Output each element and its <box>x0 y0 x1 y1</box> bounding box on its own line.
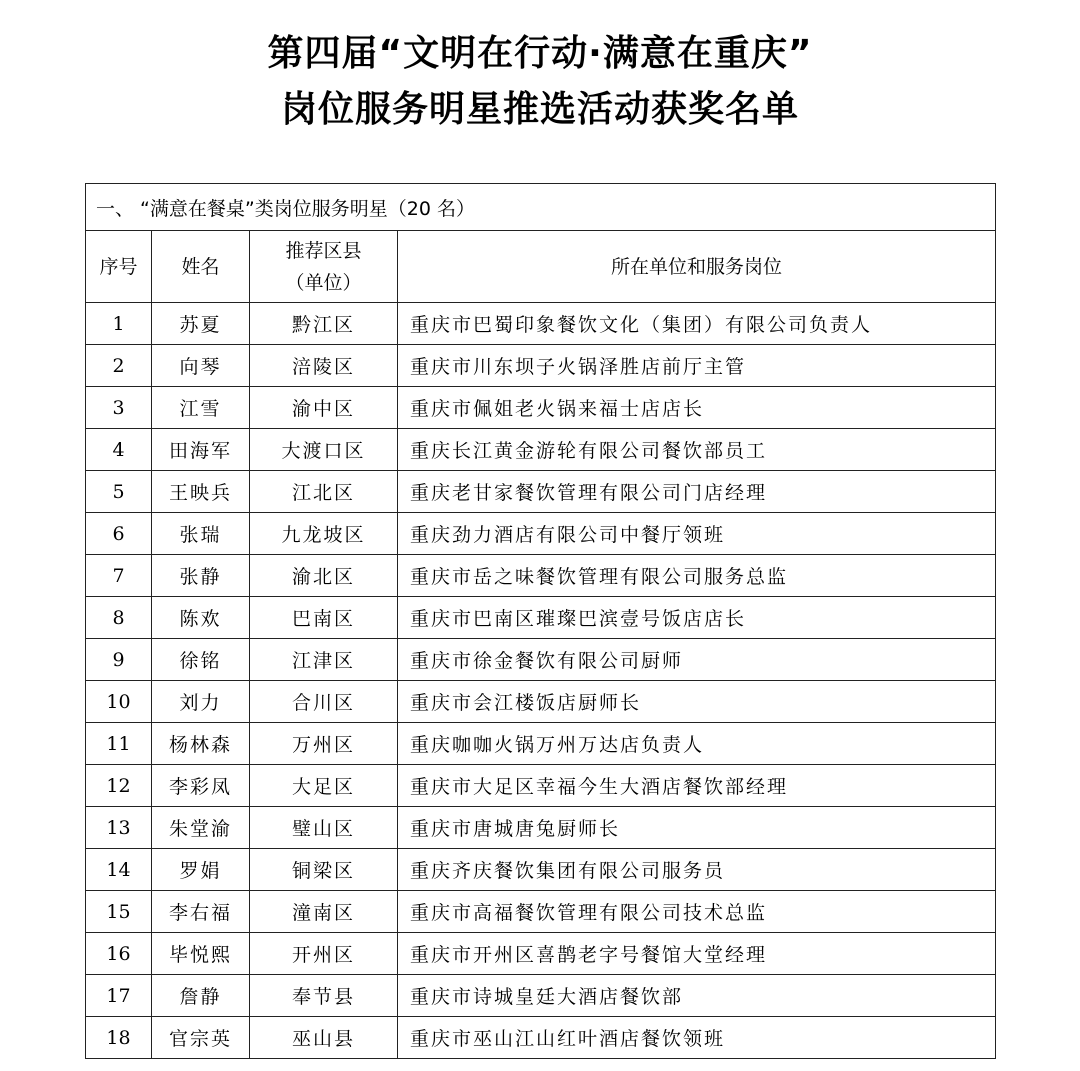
cell-no: 3 <box>86 387 152 429</box>
cell-district: 九龙坡区 <box>250 513 398 555</box>
cell-no: 11 <box>86 723 152 765</box>
cell-no: 2 <box>86 345 152 387</box>
cell-name: 杨林森 <box>152 723 250 765</box>
cell-district: 江津区 <box>250 639 398 681</box>
cell-name: 陈欢 <box>152 597 250 639</box>
cell-no: 17 <box>86 975 152 1017</box>
cell-name: 向琴 <box>152 345 250 387</box>
cell-unit: 重庆齐庆餐饮集团有限公司服务员 <box>398 849 996 891</box>
cell-no: 4 <box>86 429 152 471</box>
cell-unit: 重庆长江黄金游轮有限公司餐饮部员工 <box>398 429 996 471</box>
cell-name: 刘力 <box>152 681 250 723</box>
cell-no: 15 <box>86 891 152 933</box>
document-title-line-1: 第四届“文明在行动·满意在重庆” <box>267 33 813 74</box>
award-table <box>85 183 996 1059</box>
cell-district: 大渡口区 <box>250 429 398 471</box>
cell-unit: 重庆市大足区幸福今生大酒店餐饮部经理 <box>398 765 996 807</box>
table-row <box>86 639 996 681</box>
table-row <box>86 1017 996 1059</box>
cell-no: 1 <box>86 303 152 345</box>
cell-unit: 重庆市开州区喜鹊老字号餐馆大堂经理 <box>398 933 996 975</box>
cell-unit: 重庆市唐城唐兔厨师长 <box>398 807 996 849</box>
cell-unit: 重庆市巫山江山红叶酒店餐饮领班 <box>398 1017 996 1059</box>
cell-no: 6 <box>86 513 152 555</box>
section-heading: 一、 “满意在餐桌”类岗位服务明星（20 名） <box>86 184 996 231</box>
cell-unit: 重庆市高福餐饮管理有限公司技术总监 <box>398 891 996 933</box>
cell-district: 潼南区 <box>250 891 398 933</box>
table-row <box>86 597 996 639</box>
header-unit: 所在单位和服务岗位 <box>398 231 996 303</box>
cell-district: 大足区 <box>250 765 398 807</box>
table-row <box>86 975 996 1017</box>
table-row <box>86 471 996 513</box>
cell-unit: 重庆咖咖火锅万州万达店负责人 <box>398 723 996 765</box>
table-header-row <box>86 231 996 303</box>
table-row <box>86 345 996 387</box>
cell-unit: 重庆市巴南区璀璨巴滨壹号饭店店长 <box>398 597 996 639</box>
cell-no: 12 <box>86 765 152 807</box>
cell-name: 张瑞 <box>152 513 250 555</box>
cell-district: 江北区 <box>250 471 398 513</box>
cell-district: 铜梁区 <box>250 849 398 891</box>
table-row <box>86 807 996 849</box>
header-name: 姓名 <box>152 231 250 303</box>
cell-no: 13 <box>86 807 152 849</box>
table-row <box>86 429 996 471</box>
cell-no: 14 <box>86 849 152 891</box>
cell-no: 10 <box>86 681 152 723</box>
cell-unit: 重庆市诗城皇廷大酒店餐饮部 <box>398 975 996 1017</box>
table-row <box>86 681 996 723</box>
cell-unit: 重庆市巴蜀印象餐饮文化（集团）有限公司负责人 <box>398 303 996 345</box>
table-row <box>86 723 996 765</box>
header-district <box>250 231 398 303</box>
table-row <box>86 933 996 975</box>
cell-name: 徐铭 <box>152 639 250 681</box>
cell-name: 李右福 <box>152 891 250 933</box>
table-row <box>86 555 996 597</box>
cell-district: 璧山区 <box>250 807 398 849</box>
cell-district: 合川区 <box>250 681 398 723</box>
cell-name: 詹静 <box>152 975 250 1017</box>
cell-no: 7 <box>86 555 152 597</box>
cell-no: 18 <box>86 1017 152 1059</box>
cell-unit: 重庆市佩姐老火锅来福士店店长 <box>398 387 996 429</box>
document-title-line-2: 岗位服务明星推选活动获奖名单 <box>280 89 799 130</box>
cell-name: 江雪 <box>152 387 250 429</box>
header-district-line-1: 推荐区县 <box>285 239 362 262</box>
cell-name: 张静 <box>152 555 250 597</box>
cell-name: 罗娟 <box>152 849 250 891</box>
table-row <box>86 849 996 891</box>
cell-no: 8 <box>86 597 152 639</box>
cell-name: 李彩凤 <box>152 765 250 807</box>
cell-name: 王映兵 <box>152 471 250 513</box>
cell-district: 开州区 <box>250 933 398 975</box>
cell-name: 朱堂渝 <box>152 807 250 849</box>
header-no: 序号 <box>86 231 152 303</box>
cell-name: 官宗英 <box>152 1017 250 1059</box>
cell-unit: 重庆劲力酒店有限公司中餐厅领班 <box>398 513 996 555</box>
cell-unit: 重庆市川东坝子火锅泽胜店前厅主管 <box>398 345 996 387</box>
table-row <box>86 303 996 345</box>
cell-name: 毕悦熙 <box>152 933 250 975</box>
cell-unit: 重庆市徐金餐饮有限公司厨师 <box>398 639 996 681</box>
cell-name: 田海军 <box>152 429 250 471</box>
cell-district: 万州区 <box>250 723 398 765</box>
table-row <box>86 891 996 933</box>
cell-district: 渝北区 <box>250 555 398 597</box>
cell-unit: 重庆市会江楼饭店厨师长 <box>398 681 996 723</box>
cell-no: 5 <box>86 471 152 513</box>
cell-district: 巴南区 <box>250 597 398 639</box>
cell-no: 9 <box>86 639 152 681</box>
cell-district: 巫山县 <box>250 1017 398 1059</box>
cell-district: 奉节县 <box>250 975 398 1017</box>
cell-district: 涪陵区 <box>250 345 398 387</box>
table-row <box>86 765 996 807</box>
cell-no: 16 <box>86 933 152 975</box>
cell-district: 黔江区 <box>250 303 398 345</box>
header-district-line-2: （单位） <box>285 271 362 294</box>
table-row <box>86 513 996 555</box>
table-row <box>86 387 996 429</box>
cell-unit: 重庆老甘家餐饮管理有限公司门店经理 <box>398 471 996 513</box>
cell-name: 苏夏 <box>152 303 250 345</box>
cell-unit: 重庆市岳之味餐饮管理有限公司服务总监 <box>398 555 996 597</box>
section-heading-row <box>86 184 996 231</box>
cell-district: 渝中区 <box>250 387 398 429</box>
